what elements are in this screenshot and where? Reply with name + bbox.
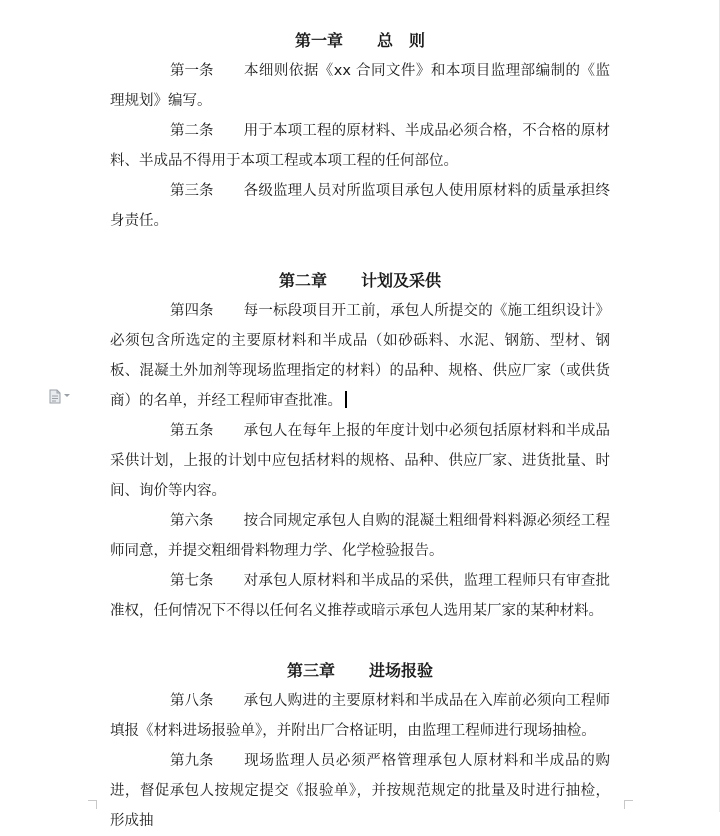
document-body[interactable] <box>110 26 610 836</box>
blank-line <box>110 626 610 656</box>
article-text: 每一标段项目开工前，承包人所提交的《施工组织设计》必须包含所选定的主要原材料和半成品（如砂砾料、水泥、钢筋、型材、钢板、混凝土外加剂等现场监理指定的材料）的品种、规格、供应厂家（或供货商）的名单，并经工程师审查批准。 <box>110 303 610 409</box>
article-text: 各级监理人员对所监项目承包人使用原材料的质量承担终身责任。 <box>110 183 610 229</box>
article-number: 第五条 <box>170 423 214 439</box>
chapter-name: 总 则 <box>377 31 426 50</box>
article-7 <box>110 566 610 626</box>
article-text: 现场监理人员必须严格管理承包人原材料和半成品的购进，督促承包人按规定提交《报验单》，并按规范规定的批量及时进行抽检，形成抽 <box>110 753 610 829</box>
article-text: 按合同规定承包人自购的混凝土粗细骨料料源必须经工程师同意，并提交粗细骨料物理力学、化学检验报告。 <box>110 513 610 559</box>
article-text: 承包人在每年上报的年度计划中必须包括原材料和半成品采供计划，上报的计划中应包括材料的规格、品种、供应厂家、进货批量、时间、询价等内容。 <box>110 423 610 499</box>
text-cursor <box>345 391 347 408</box>
article-number: 第七条 <box>170 573 214 589</box>
chapter-3-heading <box>110 656 610 686</box>
article-2 <box>110 116 610 176</box>
article-6 <box>110 506 610 566</box>
paragraph-menu-button[interactable] <box>49 388 75 404</box>
article-number: 第八条 <box>170 693 214 709</box>
blank-line <box>110 236 610 266</box>
article-number: 第九条 <box>170 753 214 769</box>
article-8 <box>110 686 610 746</box>
margin-corner-mark <box>624 800 633 809</box>
article-number: 第二条 <box>170 123 214 139</box>
article-3 <box>110 176 610 236</box>
article-number: 第六条 <box>170 513 214 529</box>
article-9 <box>110 746 610 836</box>
chapter-2-heading <box>110 266 610 296</box>
article-1 <box>110 56 610 116</box>
caret-down-icon <box>64 394 70 398</box>
margin-corner-mark <box>88 800 97 809</box>
document-icon <box>49 389 61 404</box>
chapter-name: 计划及采供 <box>361 271 442 290</box>
chapter-number: 第三章 <box>286 661 335 680</box>
article-number: 第四条 <box>170 303 214 319</box>
chapter-1-heading <box>110 26 610 56</box>
article-4 <box>110 296 610 416</box>
article-text: 承包人购进的主要原材料和半成品在入库前必须向工程师填报《材料进场报验单》，并附出厂合格证明，由监理工程师进行现场抽检。 <box>110 693 610 739</box>
article-number: 第三条 <box>170 183 214 199</box>
article-text: 对承包人原材料和半成品的采供，监理工程师只有审查批准权，任何情况下不得以任何名义推荐或暗示承包人选用某厂家的某种材料。 <box>110 573 610 619</box>
article-text: 本细则依据《xx 合同文件》和本项目监理部编制的《监理规划》编写。 <box>110 63 610 109</box>
chapter-number: 第一章 <box>294 31 343 50</box>
article-text: 用于本项工程的原材料、半成品必须合格，不合格的原材料、半成品不得用于本项工程或本项工程的任何部位。 <box>110 123 610 169</box>
chapter-name: 进场报验 <box>369 661 434 680</box>
article-number: 第一条 <box>170 63 214 79</box>
article-5 <box>110 416 610 506</box>
chapter-number: 第二章 <box>278 271 327 290</box>
